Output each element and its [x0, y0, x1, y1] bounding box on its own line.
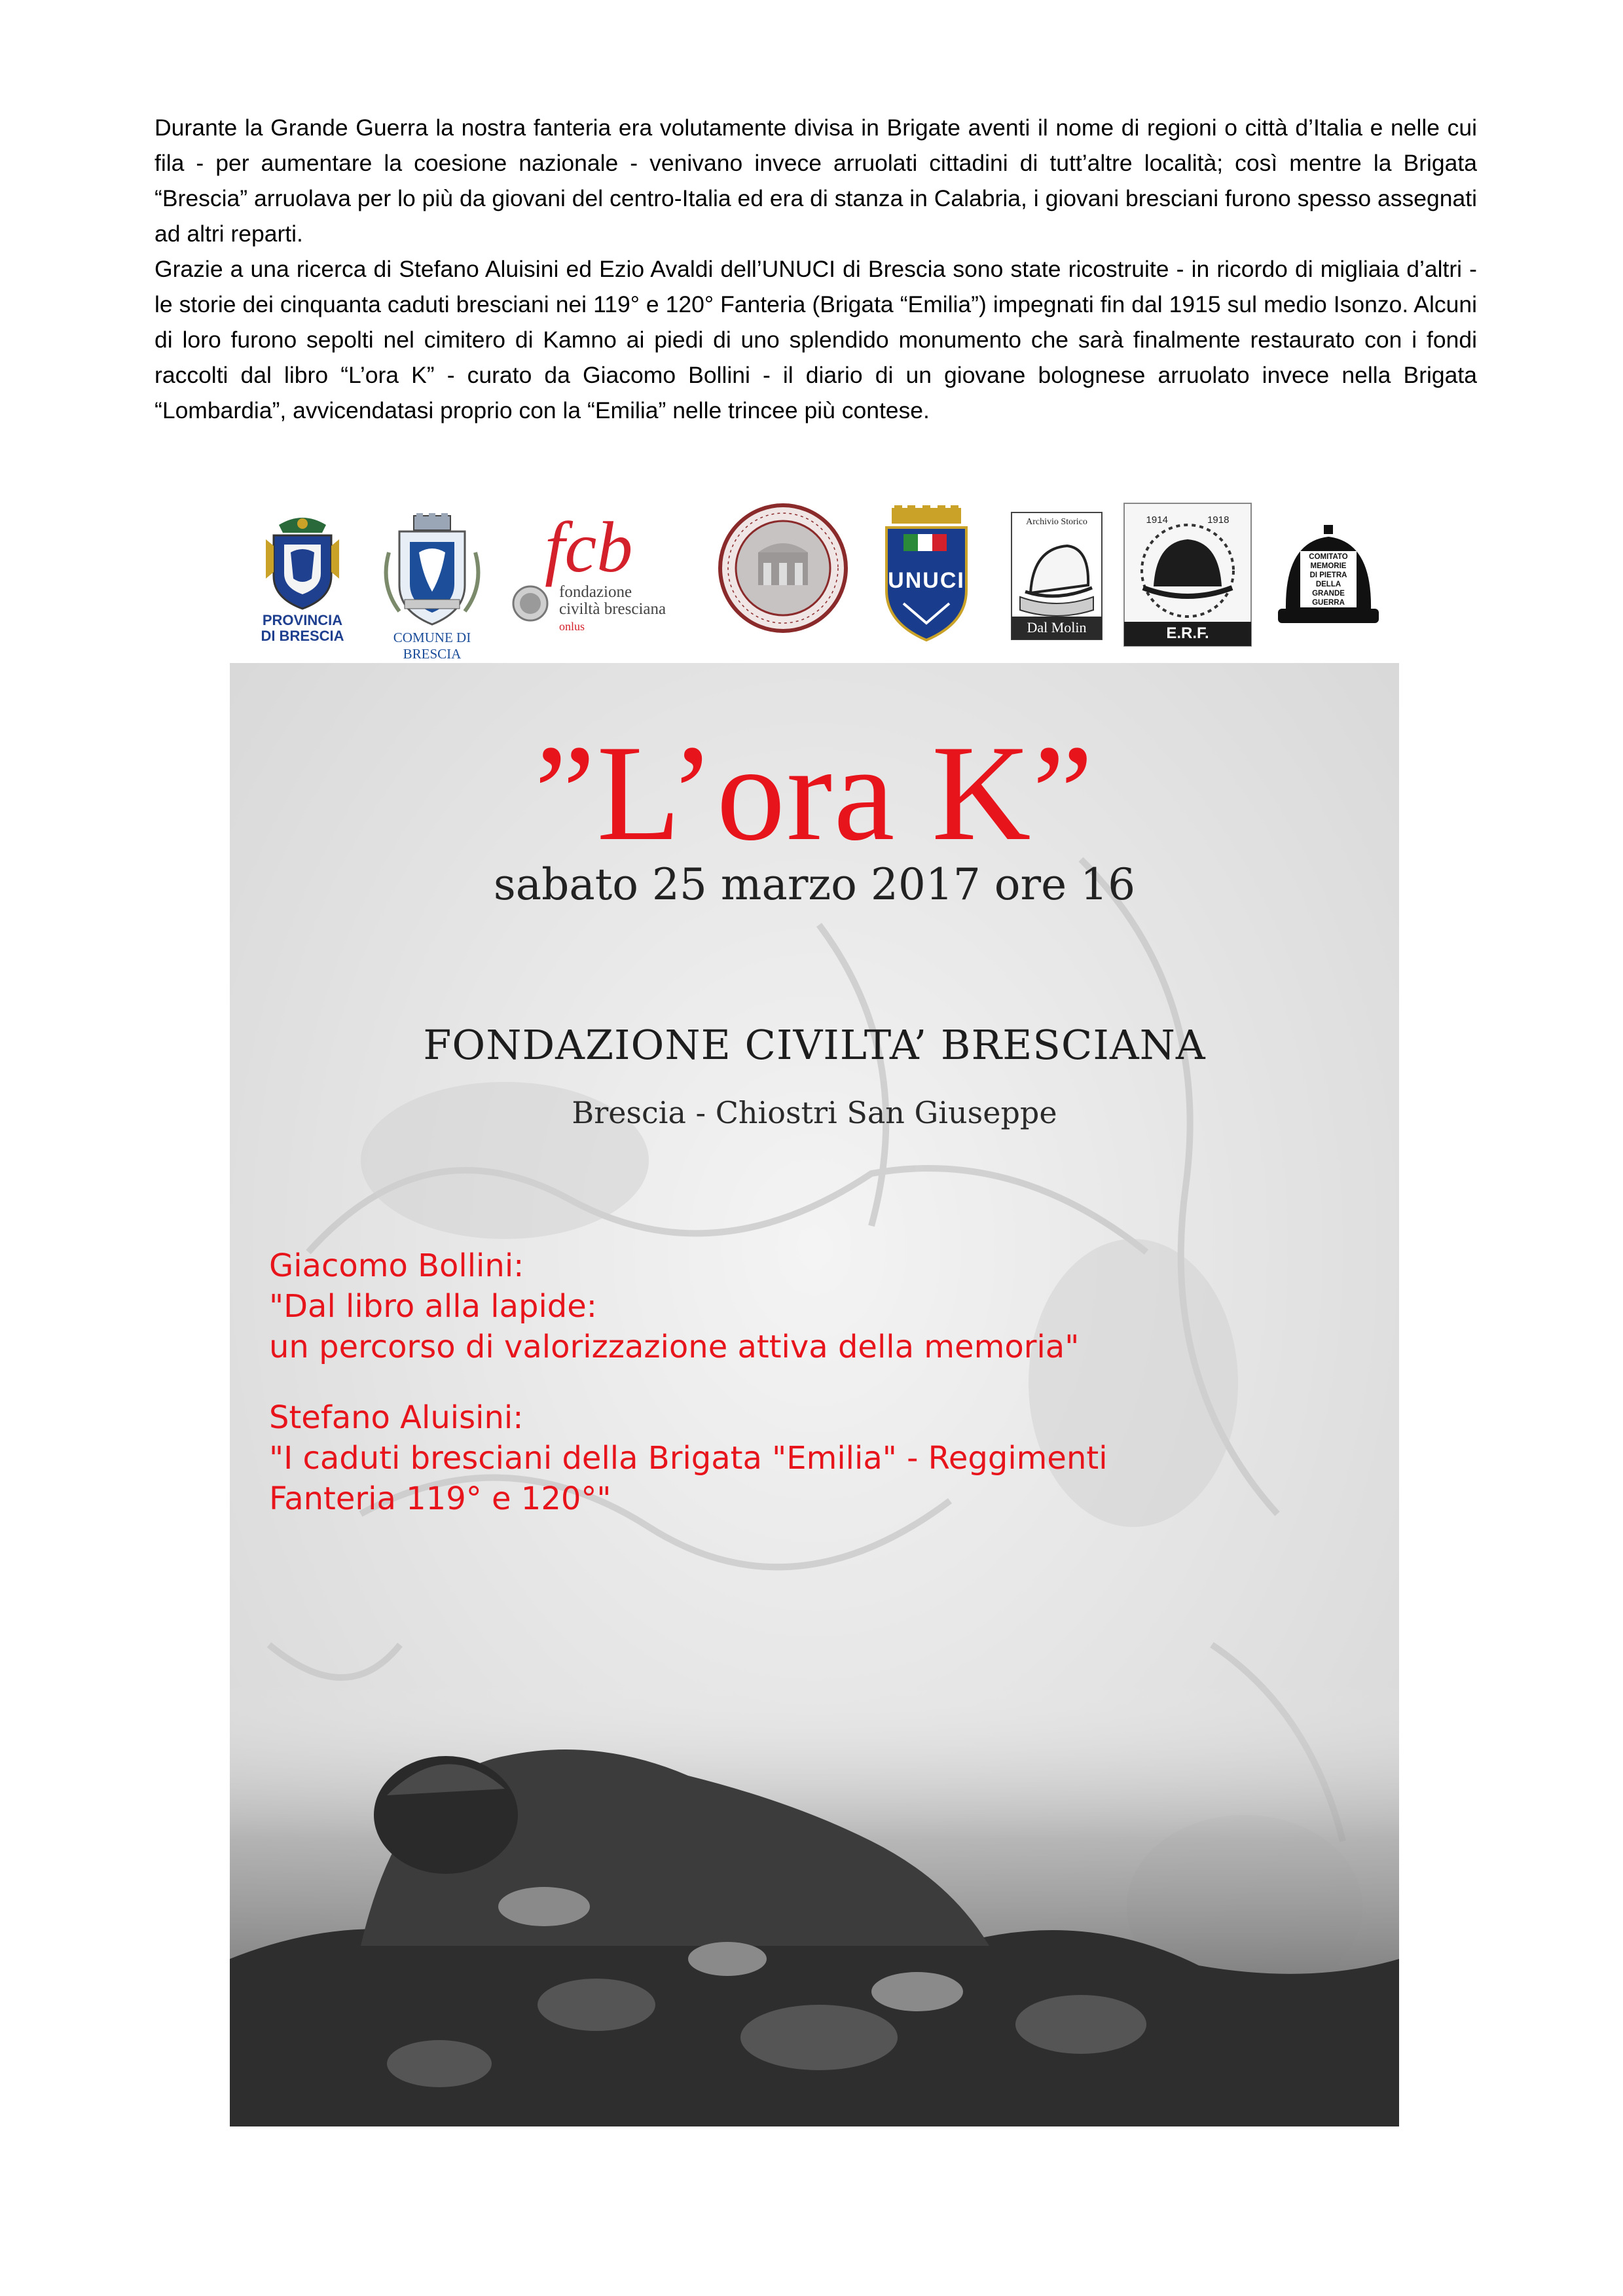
poster-date: sabato 25 marzo 2017 ore 16 — [493, 859, 1136, 910]
talk-title-line: un percorso di valorizzazione attiva della memoria" — [269, 1329, 1080, 1365]
talk-speaker: Stefano Aluisini: — [269, 1399, 524, 1436]
fcb-logo — [511, 507, 687, 647]
unuci-text: UNUCI — [888, 568, 965, 593]
intro-text — [155, 110, 1477, 428]
comune-caption: COMUNE DI BRESCIA — [393, 630, 471, 662]
talk-title-line: "Dal libro alla lapide: — [269, 1288, 597, 1325]
associazione-seal-logo — [718, 503, 848, 634]
fcb-line1: fondazione — [559, 583, 632, 601]
intro-paragraph-2: Grazie a una ricerca di Stefano Aluisini ed Ezio Avaldi dell’UNUCI di Brescia sono state ricostruite - in ricordo di migliaia d’altri - le storie dei cinquanta caduti bresciani nei 119° e 120° Fanteria (Brigata “Emilia”) impegnati fin dal 1915 sul medio Isonzo. Alcuni di loro furono sepolti nel cimitero di Kamno ai piedi di uno splendido monumento che sarà finalmente restaurato con i fondi raccolti dal libro “L’ora K” - curato da Giacomo Bollini - il diario di un giovane bolognese arruolato invece nella Brigata “Lombardia”, avvicendatasi proprio con la “Emilia” nelle trincee più contese. — [155, 256, 1477, 423]
fcb-line3: onlus — [559, 620, 585, 633]
poster-title: ”L’ora K” — [534, 717, 1095, 869]
comitato-text — [1300, 552, 1357, 607]
talk-title-line: "I caduti bresciani della Brigata "Emilia" - Reggimenti — [269, 1440, 1108, 1477]
comitato-line3: DI PIETRA — [1309, 571, 1347, 579]
associazione-seal-icon — [718, 503, 848, 634]
fcb-mark: fcb — [545, 507, 633, 587]
erf-years: 1914 1918 — [1146, 514, 1230, 526]
poster-place: Brescia - Chiostri San Giuseppe — [572, 1095, 1057, 1130]
comune-brescia-logo — [373, 513, 491, 662]
poster-organization: FONDAZIONE CIVILTA’ BRESCIANA — [423, 1021, 1206, 1069]
event-poster — [230, 663, 1399, 2126]
sponsor-logos — [255, 503, 1381, 662]
intro-paragraph-1: Durante la Grande Guerra la nostra fanteria era volutamente divisa in Brigate aventi il nome di regioni o città d’Italia e nelle cui fila - per aumentare la coesione nazionale - venivano invece arruolati cittadini di tutt’altre località; così mentre la Brigata “Brescia” arruolava per lo più da giovani del centro-Italia ed era di stanza in Calabria, i giovani bresciani furono spesso assegnati ad altri reparti. — [155, 115, 1477, 247]
provincia-brescia-logo — [259, 513, 346, 644]
archivio-line1: Archivio Storico — [1026, 517, 1087, 527]
provincia-crest-icon — [259, 513, 346, 611]
archivio-caption: Dal Molin — [1027, 619, 1087, 636]
unuci-logo — [877, 505, 976, 643]
talk-speaker: Giacomo Bollini: — [269, 1247, 524, 1284]
provincia-caption — [259, 613, 346, 644]
comune-crest-icon — [373, 513, 491, 628]
archivio-dal-molin-logo — [1011, 512, 1103, 640]
fcb-line2: civiltà bresciana — [559, 600, 666, 618]
talk-aluisini — [269, 1397, 1382, 1519]
erf-logo — [1123, 503, 1252, 647]
comitato-line2: MEMORIE — [1310, 562, 1347, 570]
provincia-line1: PROVINCIA — [262, 612, 343, 628]
comitato-line4: DELLA — [1315, 581, 1341, 588]
comitato-memorie-logo — [1275, 525, 1381, 630]
comitato-line1: COMITATO — [1309, 553, 1348, 561]
erf-caption: E.R.F. — [1166, 624, 1209, 642]
talk-bollini — [269, 1246, 1382, 1367]
provincia-line2: DI BRESCIA — [261, 628, 344, 644]
fcb-seal-icon — [511, 584, 550, 623]
comitato-line6: GUERRA — [1312, 599, 1345, 607]
talk-title-line: Fanteria 119° e 120°" — [269, 1480, 611, 1517]
comitato-line5: GRANDE — [1312, 590, 1345, 598]
fcb-text — [559, 584, 666, 635]
